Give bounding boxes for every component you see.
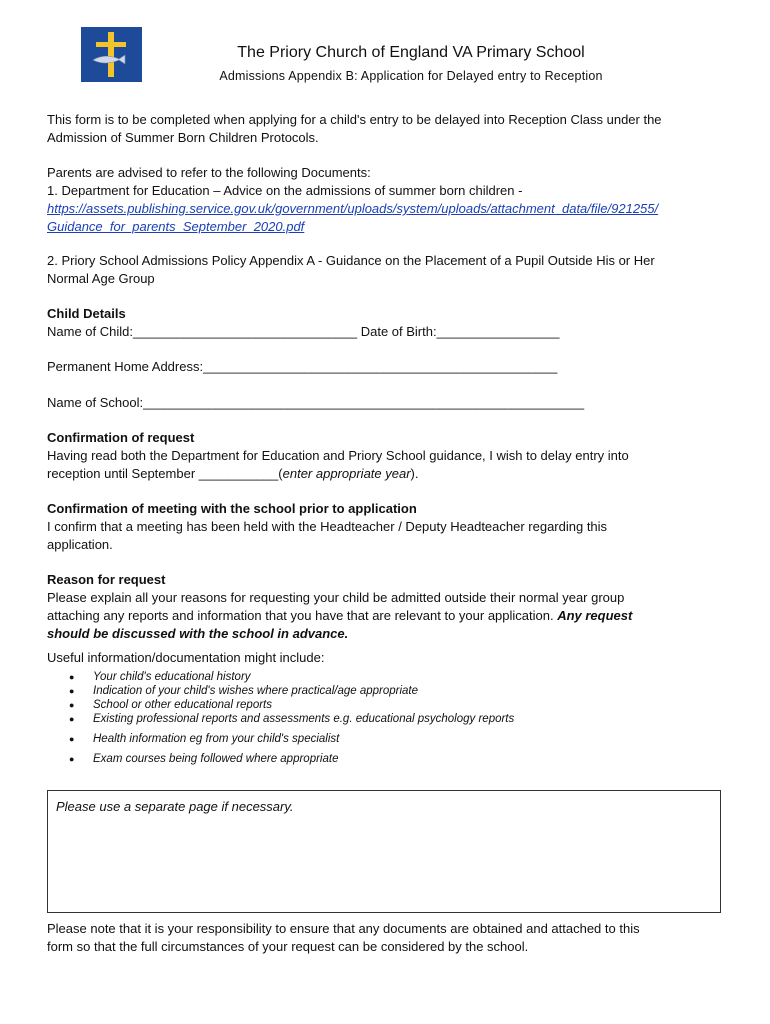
list-item: ● Exam courses being followed where appropriate (47, 752, 514, 766)
meeting-heading: Confirmation of meeting with the school prior to application (47, 501, 417, 516)
confirmation-section (47, 429, 737, 483)
useful-info-list (47, 670, 514, 766)
school-name: The Priory Church of England VA Primary School (237, 44, 585, 61)
confirmation-heading: Confirmation of request (47, 430, 195, 445)
useful-info-heading: Useful information/documentation might include: (47, 650, 325, 665)
intro-paragraph (47, 111, 737, 147)
reason-emphasis: Any request (557, 608, 633, 623)
intro-line: Admission of Summer Born Children Protocols. (47, 130, 319, 145)
list-item: ● Indication of your child's wishes where practical/age appropriate (47, 684, 514, 698)
reason-line: Please explain all your reasons for requesting your child be admitted outside their normal year group (47, 590, 625, 605)
school-name-field[interactable]: Name of School:_____________________________________________________________ (47, 395, 585, 410)
confirmation-year-suffix: ). (410, 466, 419, 481)
list-item: ● School or other educational reports (47, 698, 514, 712)
reason-section (47, 571, 737, 643)
confirmation-year-prefix: reception until September ___________( (47, 466, 283, 481)
child-details-heading: Child Details (47, 306, 126, 321)
form-subtitle: Admissions Appendix B: Application for Delayed entry to Reception (219, 69, 603, 83)
reason-heading: Reason for request (47, 572, 166, 587)
documents-section (47, 164, 737, 236)
reason-line (47, 607, 737, 625)
reason-text-box[interactable] (47, 790, 721, 913)
reason-line-text: attaching any reports and information that you have that are relevant to your application. (47, 608, 558, 623)
footer-line: form so that the full circumstances of your request can be considered by the school. (47, 939, 529, 954)
documents-item-1: 1. Department for Education – Advice on the admissions of summer born children - (47, 183, 523, 198)
list-item: ● Existing professional reports and assessments e.g. educational psychology reports (47, 712, 514, 726)
confirmation-line: Having read both the Department for Education and Priory School guidance, I wish to delay entry into (47, 448, 629, 463)
documents-item-2-line: 2. Priory School Admissions Policy Appendix A - Guidance on the Placement of a Pupil Outside His or Her (47, 253, 655, 268)
child-name-dob-field[interactable]: Name of Child:_______________________________ Date of Birth:_________________ (47, 324, 560, 339)
dfe-guidance-link-continued[interactable]: Guidance_for_parents_September_2020.pdf (47, 219, 305, 234)
footer-line: Please note that it is your responsibility to ensure that any documents are obtained and attached to this (47, 921, 640, 936)
list-item: ● Your child's educational history (47, 670, 514, 684)
confirmation-year-hint: enter appropriate year (282, 466, 411, 481)
documents-item-2 (47, 252, 737, 288)
meeting-line: application. (47, 537, 113, 552)
footer-note (47, 920, 737, 956)
meeting-section (47, 500, 737, 554)
reason-box-placeholder: Please use a separate page if necessary. (56, 799, 294, 814)
dfe-guidance-link[interactable]: https://assets.publishing.service.gov.uk/government/uploads/system/uploads/attachment_data/file/921255/ (47, 201, 659, 216)
confirmation-year-line[interactable] (47, 465, 737, 483)
list-item: ● Health information eg from your child's specialist (47, 732, 514, 746)
child-details-section (47, 305, 737, 341)
reason-emphasis-continued: should be discussed with the school in advance. (47, 626, 349, 641)
documents-heading: Parents are advised to refer to the following Documents: (47, 165, 371, 180)
documents-item-2-line: Normal Age Group (47, 271, 155, 286)
meeting-line: I confirm that a meeting has been held with the Headteacher / Deputy Headteacher regarding this (47, 519, 608, 534)
home-address-field[interactable]: Permanent Home Address:_________________________________________________ (47, 359, 558, 374)
intro-line: This form is to be completed when applying for a child's entry to be delayed into Reception Class under the (47, 112, 662, 127)
